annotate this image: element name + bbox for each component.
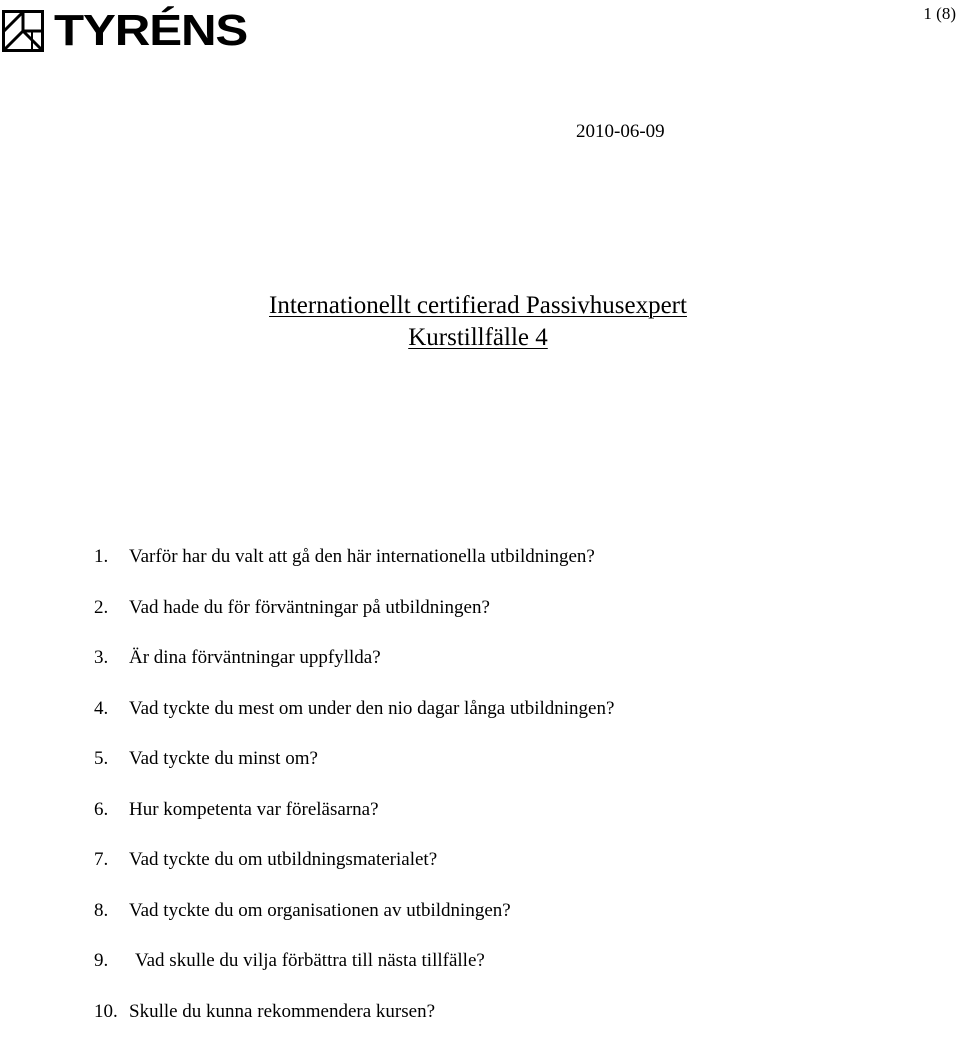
question-number: 4. [94, 698, 129, 749]
logo-wordmark: TYRÉNS [54, 8, 247, 54]
question-item [94, 647, 614, 698]
document-title [0, 290, 956, 354]
question-number: 9. [94, 950, 135, 1001]
question-text: Skulle du kunna rekommendera kursen? [129, 1001, 435, 1051]
question-number: 3. [94, 647, 129, 698]
question-number: 1. [94, 546, 129, 597]
document-date: 2010-06-09 [576, 121, 665, 143]
tyrens-logo-mark-icon [2, 10, 44, 52]
question-item [94, 799, 614, 850]
question-text: Är dina förväntningar uppfyllda? [129, 647, 381, 698]
question-text: Hur kompetenta var föreläsarna? [129, 799, 379, 850]
question-text: Vad skulle du vilja förbättra till nästa tillfälle? [135, 950, 485, 1001]
question-number: 6. [94, 799, 129, 850]
company-logo [2, 8, 226, 54]
question-number: 8. [94, 900, 129, 951]
title-line-2: Kurstillfälle 4 [0, 322, 956, 354]
page-number: 1 (8) [923, 4, 956, 24]
question-text: Vad hade du för förväntningar på utbildningen? [129, 597, 490, 648]
question-text: Vad tyckte du minst om? [129, 748, 318, 799]
question-item [94, 849, 614, 900]
question-item [94, 597, 614, 648]
question-text: Vad tyckte du om organisationen av utbildningen? [129, 900, 511, 951]
question-item [94, 1001, 614, 1051]
question-text: Varför har du valt att gå den här internationella utbildningen? [129, 546, 595, 597]
question-item [94, 698, 614, 749]
question-text: Vad tyckte du mest om under den nio dagar långa utbildningen? [129, 698, 614, 749]
question-text: Vad tyckte du om utbildningsmaterialet? [129, 849, 437, 900]
question-number: 2. [94, 597, 129, 648]
question-list [94, 546, 614, 1051]
question-item [94, 748, 614, 799]
question-number: 7. [94, 849, 129, 900]
title-line-1: Internationellt certifierad Passivhusexpert [0, 290, 956, 322]
question-item [94, 950, 614, 1001]
question-item [94, 546, 614, 597]
question-number: 5. [94, 748, 129, 799]
question-number: 10. [94, 1001, 129, 1051]
question-item [94, 900, 614, 951]
